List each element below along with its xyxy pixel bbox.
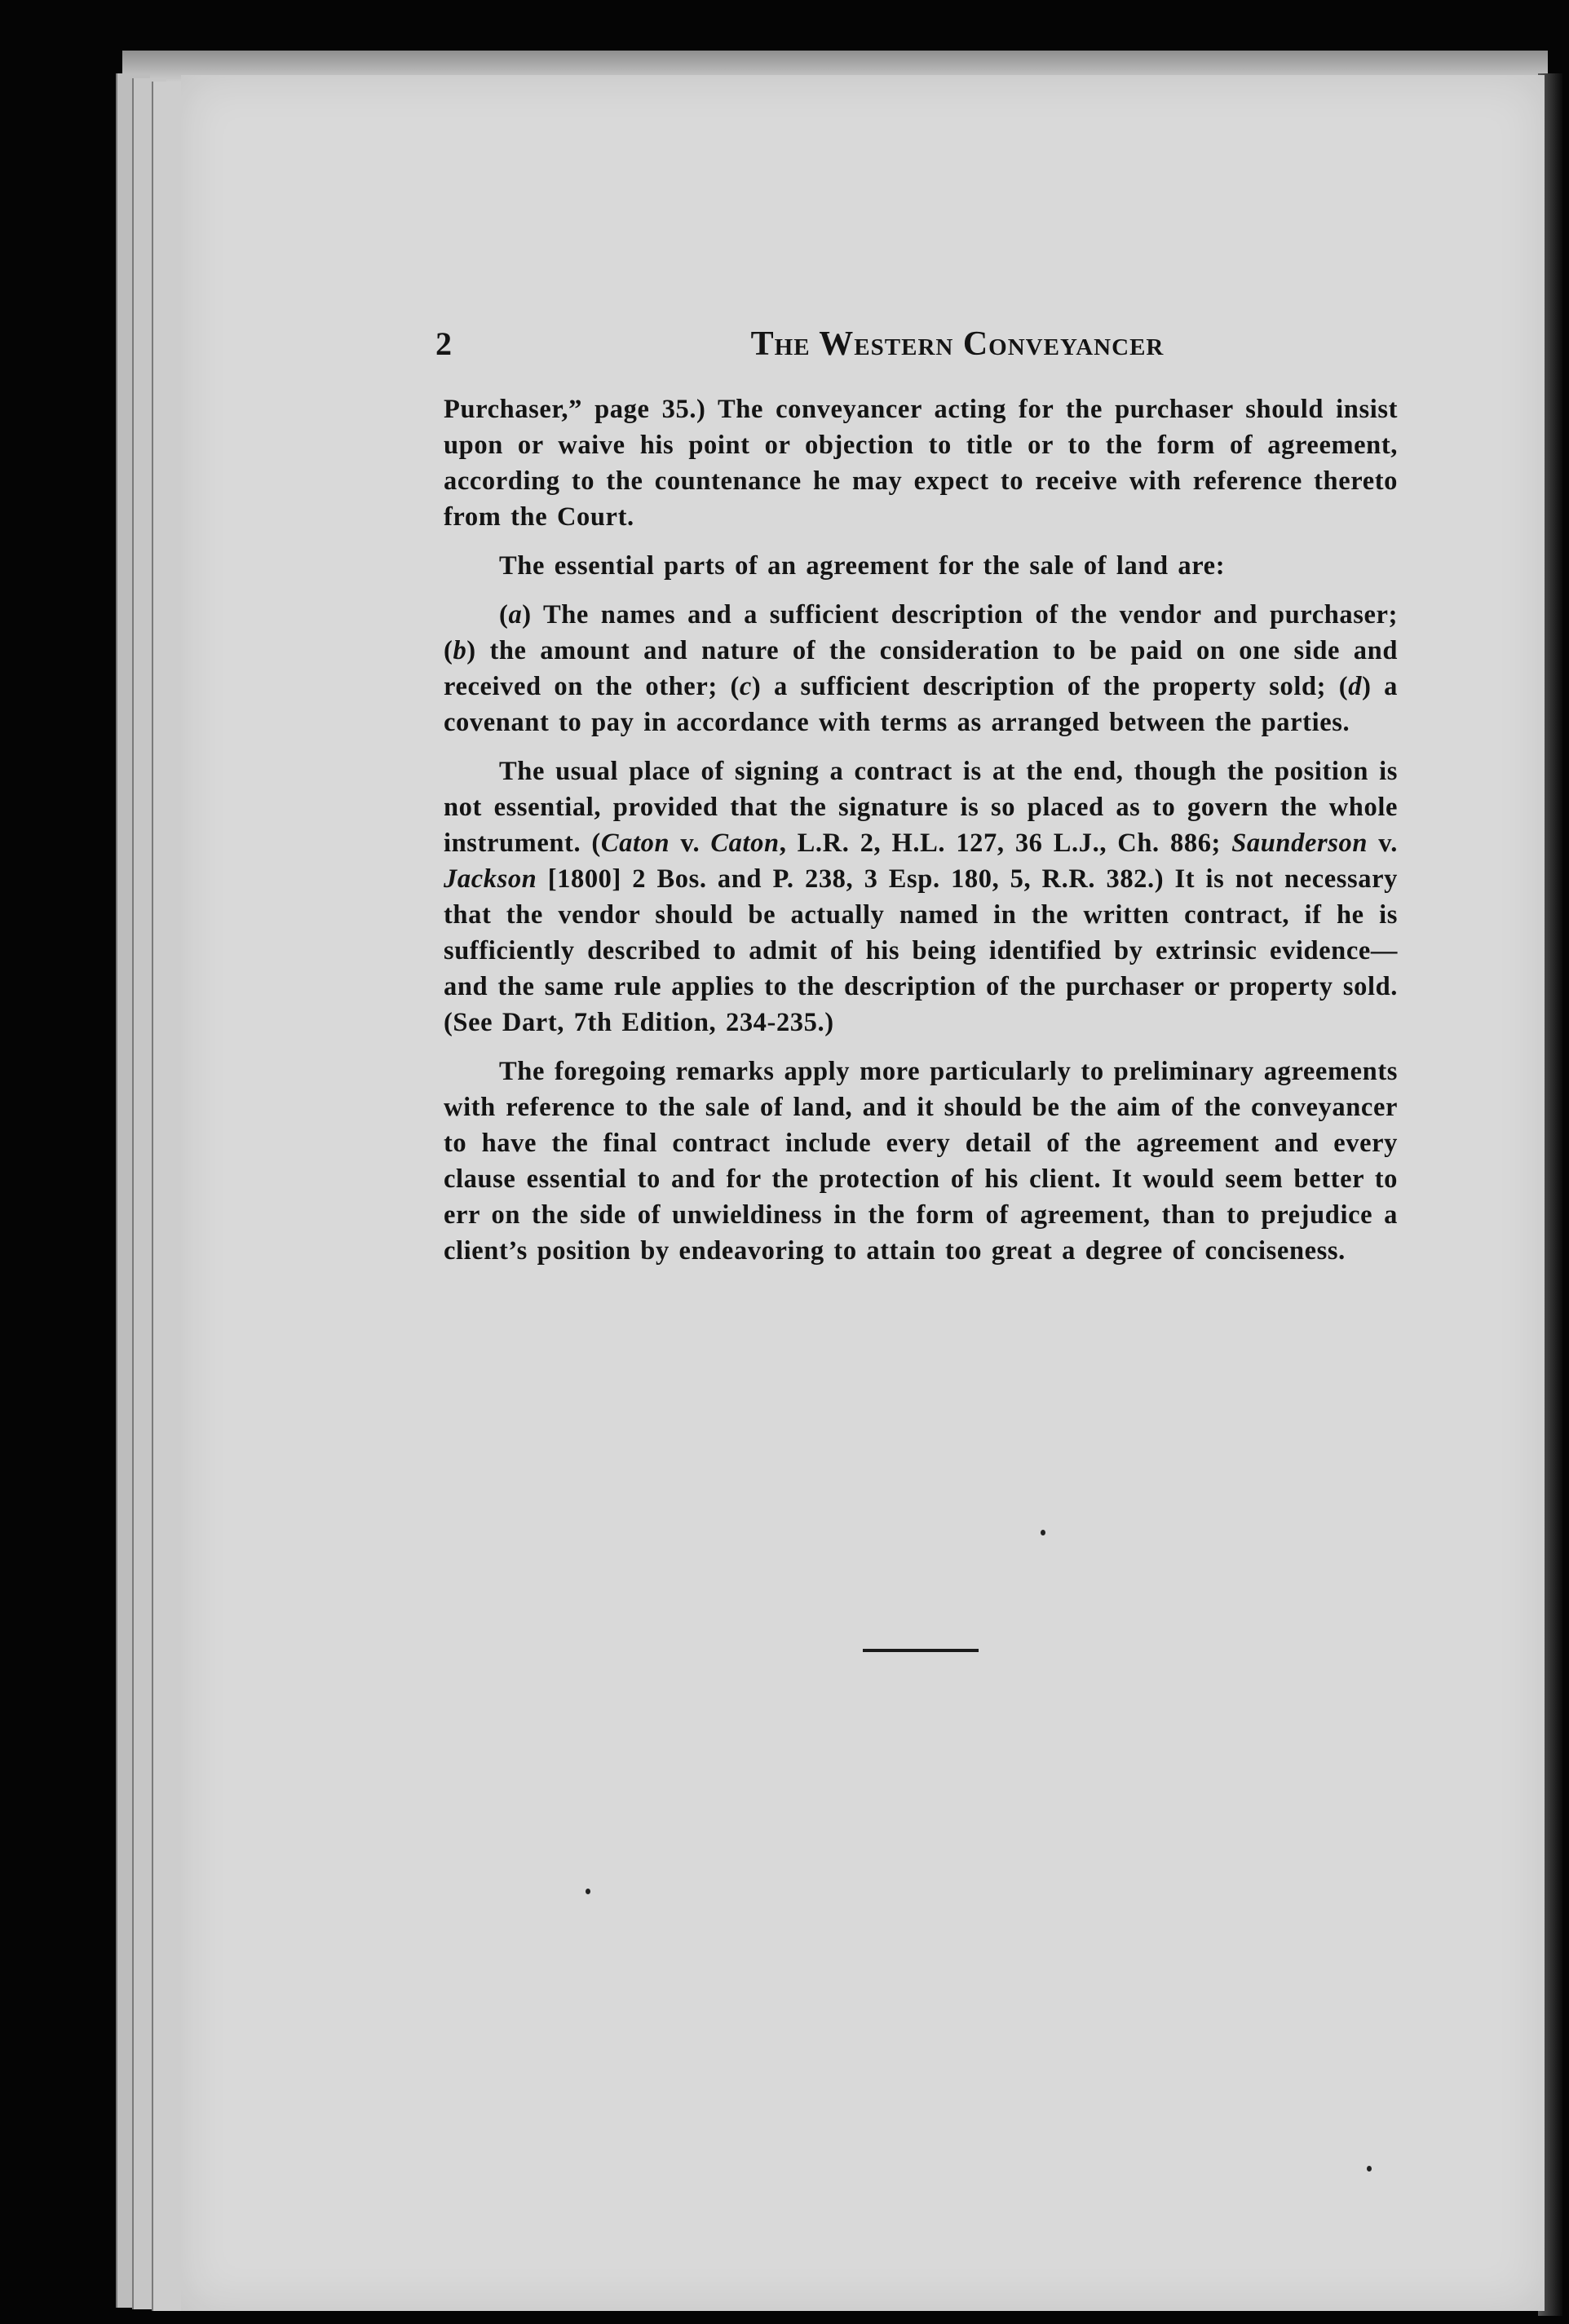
paragraph-essential-parts: The essential parts of an agreement for the sale of land are:	[499, 551, 1226, 581]
paragraph-foregoing-remarks: The foregoing remarks apply more particularly to preliminary agreements with reference to the sale of land, and it should be the aim of the conveyancer to have the final contract include every detail of the agreement and every clause essential to and for the protection of his client. It would seem better to err on the side of unwieldiness in the form of agreement, than to prejudice a client’s position by endeavoring to attain too great a degree of conciseness.	[444, 1057, 1398, 1266]
paragraph-signing: The usual place of signing a contract is at the end, though the position is not essential, provided that the signature is so placed as to govern the whole instrument. (Caton v. Caton, L.R. 2, H.L. 127, 36 L.J., Ch. 886; Saunderson v. Jackson [1800] 2 Bos. and P. 238, 3 Esp. 180, 5, R.R. 382.) It is not necessary that the vendor should be actually named in the written contract, if he is sufficiently described to admit of his being identified by extrinsic evidence—and the same rule applies to the description of the purchaser or property sold. (See Dart, 7th Edition, 234-235.)	[444, 757, 1399, 1037]
ink-speck	[1367, 2166, 1372, 2172]
italic-text: a	[508, 600, 523, 630]
end-rule	[863, 1649, 979, 1652]
italic-text: b	[453, 636, 467, 665]
ink-speck	[586, 1889, 590, 1894]
paragraph-continuation: Purchaser,” page 35.) The conveyancer acting for the purchaser should insist upon or waive his point or objection to title or to the form of agreement, according to the countenance he may expect to receive with reference thereto from the Court.	[444, 395, 1398, 532]
page-number: 2	[435, 325, 452, 362]
italic-text: Caton	[710, 828, 780, 858]
running-head	[435, 325, 1398, 377]
ink-speck	[1041, 1530, 1045, 1535]
italic-text: c	[739, 672, 752, 701]
page-content	[435, 325, 1399, 1282]
book-title: The Western Conveyancer	[750, 325, 1165, 363]
italic-text: Saunderson	[1231, 828, 1368, 858]
italic-text: d	[1348, 672, 1363, 701]
italic-text: Jackson	[444, 864, 537, 894]
paragraph-agreement-elements: (a) The names and a sufficient description of the vendor and purchaser; (b) the amount and nature of the consideration to be paid on one side and received on the other; (c) a sufficient description of the property sold; (d) a covenant to pay in accordance with terms as arranged between the parties.	[444, 600, 1399, 737]
italic-text: Caton	[600, 828, 670, 858]
